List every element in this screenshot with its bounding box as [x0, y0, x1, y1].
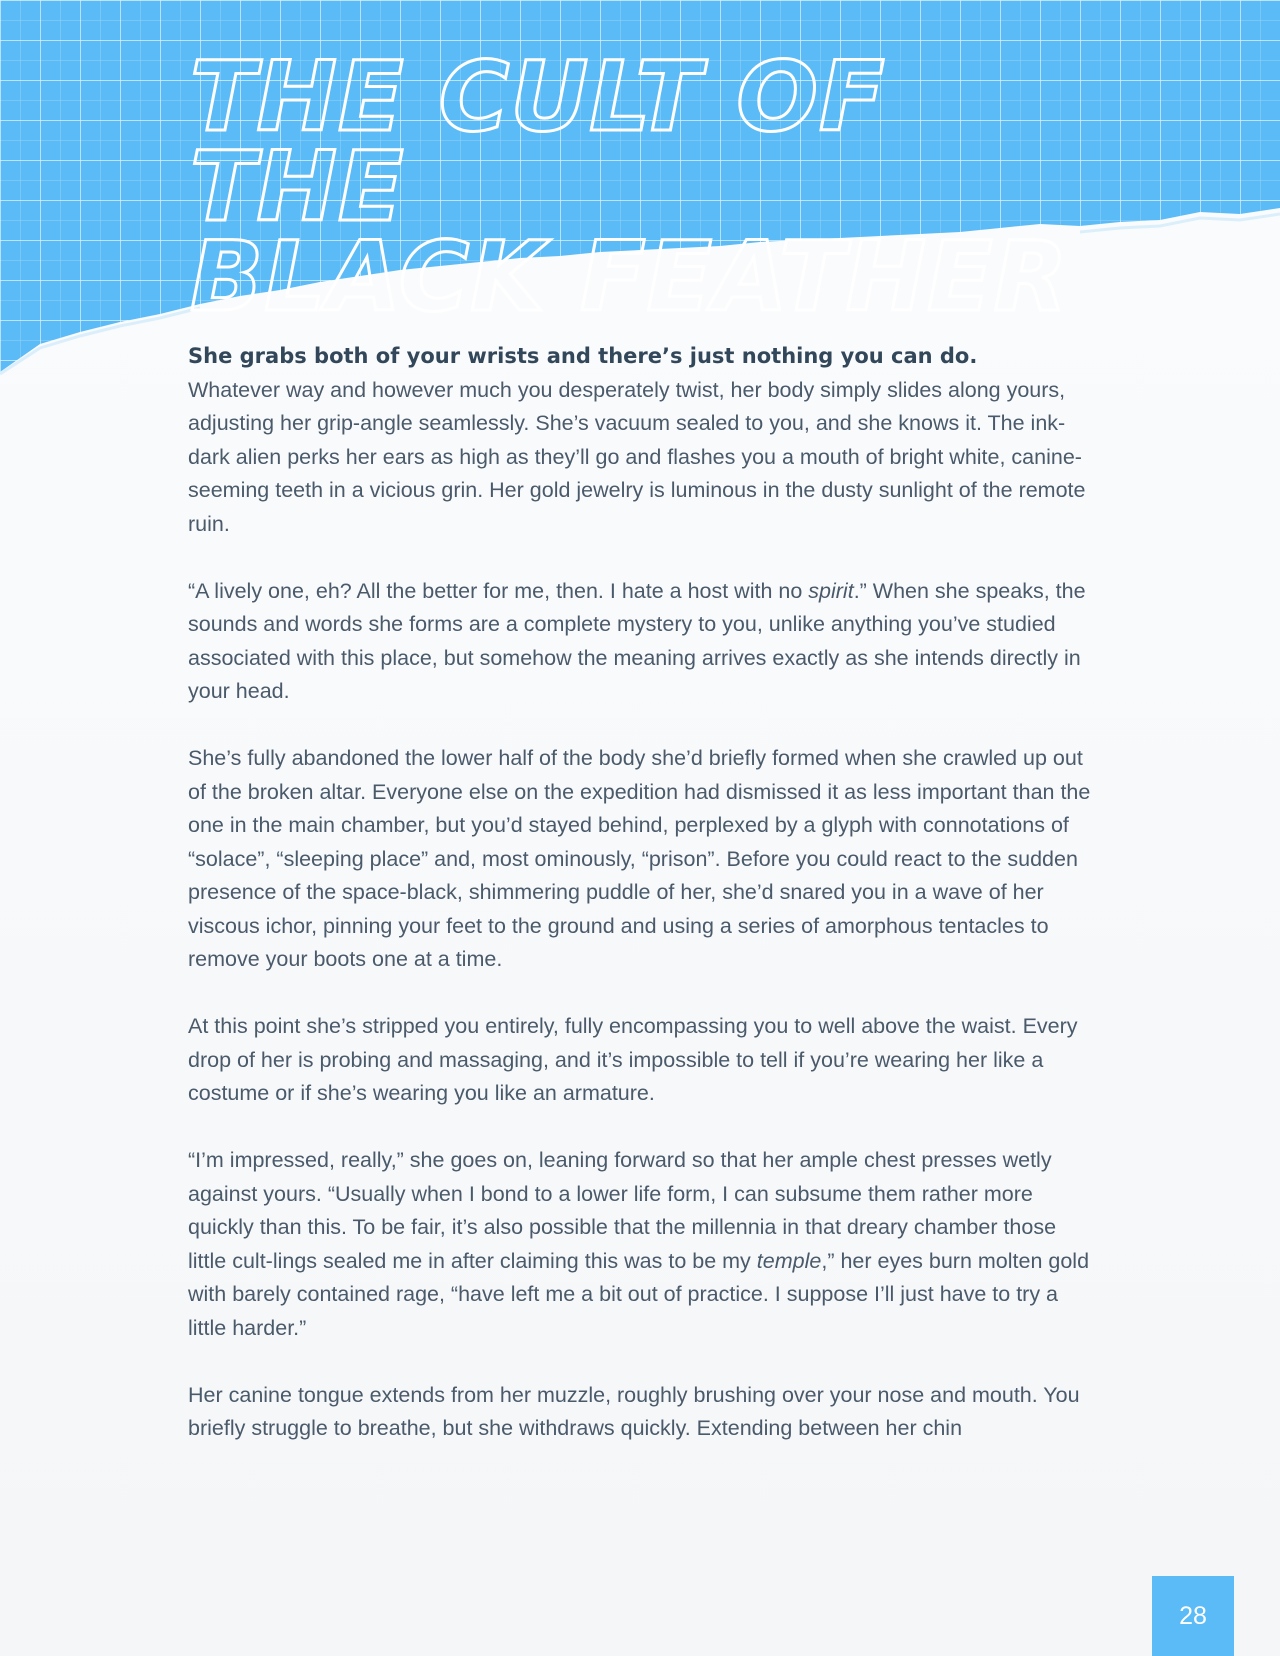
paragraph-2-emphasis: spirit: [808, 578, 854, 603]
paragraph-3: She’s fully abandoned the lower half of the body she’d briefly formed when she crawled up out of the broken altar. Everyone else on the expedition had dismissed it as less important than the one in the main chamber, but you’d stayed behind, perplexed by a glyph with connotations of “solace”, “sleeping place” and, most ominously, “prison”. Before you could react to the sudden presence of the space-black, shimmering puddle of her, she’d snared you in a wave of her viscous ichor, pinning your feet to the ground and using a series of amorphous tentacles to remove your boots one at a time.: [188, 746, 1091, 971]
paragraph-5-text-b: ,” her eyes burn molten gold with barely contained rage, “have left me a bit out of practice. I suppose I’ll just have to try a little harder.”: [188, 1248, 1090, 1340]
page-number: 28: [1179, 1601, 1207, 1630]
title-line-1: THE CULT OF THE: [190, 41, 886, 243]
page-number-badge: [1152, 1576, 1234, 1656]
paragraph-1: [188, 340, 1093, 541]
paragraph-5-emphasis: temple: [756, 1248, 822, 1273]
paragraph-2-text-b: .” When she speaks, the sounds and words she forms are a complete mystery to you, unlike anything you’ve studied associated with this place, but somehow the meaning arrives exactly as she intends directly in your head.: [188, 578, 1086, 703]
paragraph-1-text: Whatever way and however much you desperately twist, her body simply slides along yours, adjusting her grip-angle seamlessly. She’s vacuum sealed to you, and she knows it. The ink-dark alien perks her ears as high as they’ll go and flashes you a mouth of bright white, canine-seeming teeth in a vicious grin. Her gold jewelry is luminous in the dusty sunlight of the remote ruin.: [188, 377, 1086, 536]
paragraph-4: At this point she’s stripped you entirely, fully encompassing you to well above the waist. Every drop of her is probing and massaging, and it’s impossible to tell if you’re wearing her like a costume or if she’s wearing you like an armature.: [188, 1014, 1078, 1105]
lead-sentence: She grabs both of your wrists and there’s just nothing you can do.: [188, 344, 978, 368]
page-title: [190, 41, 1090, 333]
paragraph-2-text-a: “A lively one, eh? All the better for me, then. I hate a host with no: [188, 578, 809, 603]
paragraph-6: Her canine tongue extends from her muzzle, roughly brushing over your nose and mouth. You briefly struggle to breathe, but she withdraws quickly. Extending between her chin: [188, 1382, 1080, 1440]
story-text: [188, 340, 1093, 1479]
paragraph-2: [188, 575, 1093, 709]
paragraph-5: [188, 1144, 1093, 1345]
title-line-2: BLACK FEATHER: [190, 221, 1069, 333]
paragraph-5-text-a: “I’m impressed, really,” she goes on, leaning forward so that her ample chest presses wetly against yours. “Usually when I bond to a lower life form, I can subsume them rather more quickly than this. To be fair, it’s also possible that the millennia in that dreary chamber those little cult-lings sealed me in after claiming this was to be my: [188, 1148, 1057, 1273]
